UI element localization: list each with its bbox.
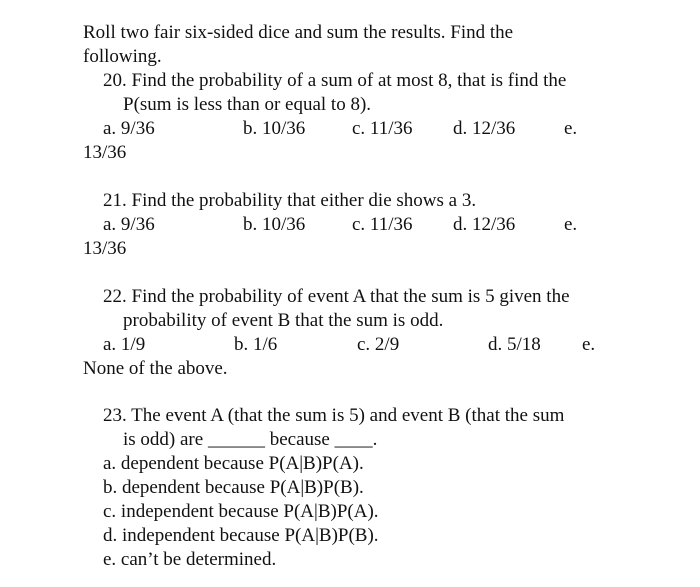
q20-option-e-value: 13/36 — [83, 142, 127, 163]
q23-stem-text-2: because — [269, 429, 330, 450]
q23-option-b: b. dependent because P(A|B)P(B). — [103, 477, 364, 498]
q23-stem-line-2 — [123, 428, 377, 452]
q20-option-d: d. 12/36 — [453, 118, 516, 139]
q22-option-a: a. 1/9 — [103, 334, 146, 355]
q20-option-c: c. 11/36 — [352, 118, 413, 139]
q22-option-d: d. 5/18 — [488, 334, 541, 355]
q21-option-e-value: 13/36 — [83, 238, 127, 259]
q20-stem-line-2: P(sum is less than or equal to 8). — [123, 94, 372, 115]
q23-answer-blank-2: ____. — [334, 429, 378, 450]
q20-stem-line-1: 20. Find the probability of a sum of at most 8, that is find the — [103, 70, 567, 91]
q20-option-e: e. — [564, 118, 578, 139]
q22-option-b: b. 1/6 — [234, 334, 278, 355]
q22-option-e: e. — [582, 334, 596, 355]
q23-option-d: d. independent because P(A|B)P(B). — [103, 525, 379, 546]
q21-option-e: e. — [564, 214, 578, 235]
q22-stem-line-2: probability of event B that the sum is odd. — [123, 310, 444, 331]
q21-stem-line-1: 21. Find the probability that either die shows a 3. — [103, 190, 477, 211]
q23-stem-text-1: is odd) are — [123, 429, 204, 450]
q23-option-e: e. can’t be determined. — [103, 549, 277, 570]
q23-option-c: c. independent because P(A|B)P(A). — [103, 501, 379, 522]
q21-option-a: a. 9/36 — [103, 214, 155, 235]
q23-answer-blank-1: ______ — [207, 429, 265, 450]
q22-option-c: c. 2/9 — [357, 334, 400, 355]
q20-option-b: b. 10/36 — [243, 118, 306, 139]
q22-stem-line-1: 22. Find the probability of event A that the sum is 5 given the — [103, 286, 570, 307]
q21-option-c: c. 11/36 — [352, 214, 413, 235]
intro-line-2: following. — [83, 46, 162, 67]
q21-option-d: d. 12/36 — [453, 214, 516, 235]
q21-option-b: b. 10/36 — [243, 214, 306, 235]
q23-option-a: a. dependent because P(A|B)P(A). — [103, 453, 364, 474]
q23-stem-line-1: 23. The event A (that the sum is 5) and event B (that the sum — [103, 405, 565, 426]
q22-option-e-value: None of the above. — [83, 358, 228, 379]
q20-option-a: a. 9/36 — [103, 118, 155, 139]
intro-line-1: Roll two fair six-sided dice and sum the results. Find the — [83, 22, 514, 43]
